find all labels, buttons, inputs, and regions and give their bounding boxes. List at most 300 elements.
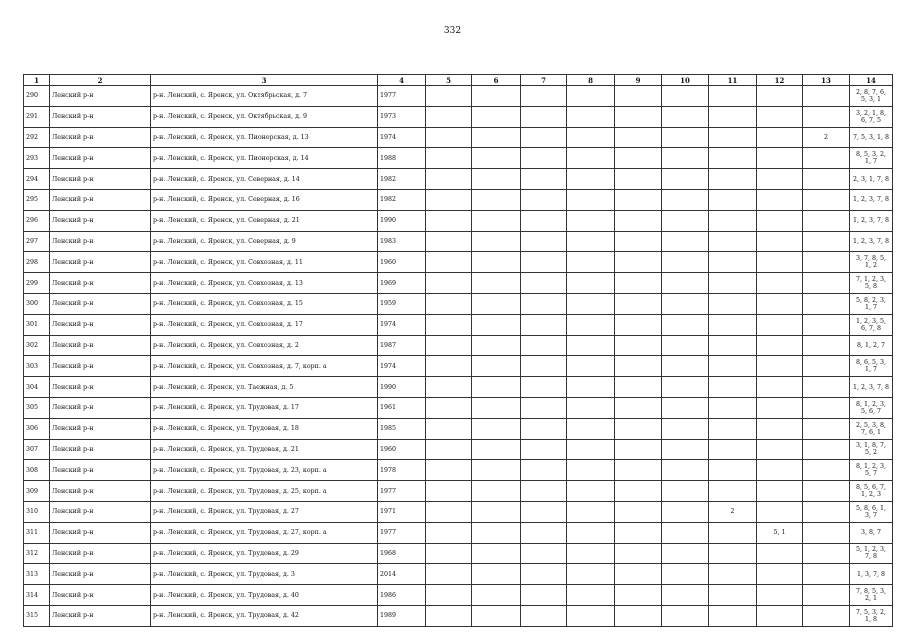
address-cell: р-н. Ленский, с. Яренск, ул. Трудовая, д. 27, корп. а	[151, 522, 378, 543]
row-number: 292	[24, 127, 50, 148]
row-number: 303	[24, 356, 50, 377]
table-row	[24, 127, 893, 148]
col9-cell	[615, 106, 662, 127]
year-cell: 1974	[378, 127, 426, 148]
col8-cell	[567, 585, 615, 606]
district-cell: Ленский р-н	[50, 210, 151, 231]
col12-cell	[757, 439, 803, 460]
address-cell: р-н. Ленский, с. Яренск, ул. Северная, д. 21	[151, 210, 378, 231]
col14-cell: 1, 2, 3, 5, 6, 7, 8	[850, 314, 893, 335]
col9-cell	[615, 335, 662, 356]
col9-cell	[615, 481, 662, 502]
col6-cell	[472, 377, 521, 398]
col8-cell	[567, 293, 615, 314]
col14-cell: 1, 2, 3, 7, 8	[850, 231, 893, 252]
col6-cell	[472, 273, 521, 294]
col7-cell	[521, 377, 567, 398]
col10-cell	[662, 439, 709, 460]
col8-cell	[567, 439, 615, 460]
col10-cell	[662, 252, 709, 273]
col13-cell	[803, 564, 850, 585]
col6-cell	[472, 481, 521, 502]
col9-cell	[615, 356, 662, 377]
district-cell: Ленский р-н	[50, 127, 151, 148]
year-cell: 1974	[378, 356, 426, 377]
district-cell: Ленский р-н	[50, 564, 151, 585]
district-cell: Ленский р-н	[50, 356, 151, 377]
col8-cell	[567, 501, 615, 522]
col13-cell	[803, 356, 850, 377]
col10-cell	[662, 314, 709, 335]
column-header-11: 11	[709, 75, 757, 86]
col6-cell	[472, 293, 521, 314]
col13-cell	[803, 377, 850, 398]
col9-cell	[615, 231, 662, 252]
year-cell: 1959	[378, 293, 426, 314]
year-cell: 1960	[378, 252, 426, 273]
col12-cell	[757, 314, 803, 335]
col10-cell	[662, 377, 709, 398]
col8-cell	[567, 273, 615, 294]
district-cell: Ленский р-н	[50, 314, 151, 335]
col5-cell	[426, 585, 472, 606]
col13-cell	[803, 335, 850, 356]
col7-cell	[521, 252, 567, 273]
col11-cell: 2	[709, 501, 757, 522]
col5-cell	[426, 86, 472, 107]
col6-cell	[472, 127, 521, 148]
col5-cell	[426, 501, 472, 522]
district-cell: Ленский р-н	[50, 231, 151, 252]
district-cell: Ленский р-н	[50, 418, 151, 439]
column-header-5: 5	[426, 75, 472, 86]
col14-cell: 2, 8, 7, 6, 5, 3, 1	[850, 86, 893, 107]
col11-cell	[709, 356, 757, 377]
col6-cell	[472, 585, 521, 606]
table-row	[24, 356, 893, 377]
col8-cell	[567, 127, 615, 148]
col13-cell	[803, 231, 850, 252]
col9-cell	[615, 418, 662, 439]
table-row	[24, 439, 893, 460]
col14-cell: 1, 2, 3, 7, 8	[850, 210, 893, 231]
col9-cell	[615, 148, 662, 169]
col13-cell	[803, 148, 850, 169]
col13-cell	[803, 86, 850, 107]
address-cell: р-н. Ленский, с. Яренск, ул. Совхозная, д. 11	[151, 252, 378, 273]
col5-cell	[426, 564, 472, 585]
year-cell: 1983	[378, 231, 426, 252]
address-cell: р-н. Ленский, с. Яренск, ул. Трудовая, д. 29	[151, 543, 378, 564]
table-row	[24, 585, 893, 606]
col9-cell	[615, 189, 662, 210]
col9-cell	[615, 273, 662, 294]
year-cell: 1982	[378, 169, 426, 190]
row-number: 296	[24, 210, 50, 231]
col10-cell	[662, 231, 709, 252]
col12-cell	[757, 148, 803, 169]
year-cell: 1960	[378, 439, 426, 460]
col12-cell: 5, 1	[757, 522, 803, 543]
col9-cell	[615, 564, 662, 585]
row-number: 307	[24, 439, 50, 460]
col11-cell	[709, 564, 757, 585]
column-header-10: 10	[662, 75, 709, 86]
col14-cell: 3, 7, 8, 5, 1, 2	[850, 252, 893, 273]
col8-cell	[567, 252, 615, 273]
district-cell: Ленский р-н	[50, 460, 151, 481]
district-cell: Ленский р-н	[50, 377, 151, 398]
col12-cell	[757, 106, 803, 127]
table-row	[24, 86, 893, 107]
row-number: 308	[24, 460, 50, 481]
col10-cell	[662, 418, 709, 439]
col6-cell	[472, 439, 521, 460]
column-header-13: 13	[803, 75, 850, 86]
row-number: 309	[24, 481, 50, 502]
col7-cell	[521, 231, 567, 252]
col11-cell	[709, 377, 757, 398]
year-cell: 1977	[378, 522, 426, 543]
housing-table	[23, 74, 893, 627]
year-cell: 1969	[378, 273, 426, 294]
col10-cell	[662, 169, 709, 190]
col8-cell	[567, 418, 615, 439]
col6-cell	[472, 543, 521, 564]
table-body	[24, 86, 893, 627]
col5-cell	[426, 273, 472, 294]
col8-cell	[567, 335, 615, 356]
col6-cell	[472, 106, 521, 127]
col12-cell	[757, 605, 803, 626]
col11-cell	[709, 86, 757, 107]
col7-cell	[521, 86, 567, 107]
district-cell: Ленский р-н	[50, 585, 151, 606]
col7-cell	[521, 543, 567, 564]
year-cell: 1988	[378, 148, 426, 169]
col9-cell	[615, 605, 662, 626]
address-cell: р-н. Ленский, с. Яренск, ул. Трудовая, д. 21	[151, 439, 378, 460]
col7-cell	[521, 418, 567, 439]
district-cell: Ленский р-н	[50, 397, 151, 418]
col14-cell: 5, 8, 2, 3, 1, 7	[850, 293, 893, 314]
address-cell: р-н. Ленский, с. Яренск, ул. Трудовая, д. 40	[151, 585, 378, 606]
col14-cell: 3, 2, 1, 8, 6, 7, 5	[850, 106, 893, 127]
col14-cell: 2, 5, 3, 8, 7, 6, 1	[850, 418, 893, 439]
col13-cell	[803, 439, 850, 460]
col8-cell	[567, 543, 615, 564]
row-number: 293	[24, 148, 50, 169]
col5-cell	[426, 460, 472, 481]
col10-cell	[662, 335, 709, 356]
column-header-7: 7	[521, 75, 567, 86]
col14-cell: 8, 1, 2, 3, 5, 7	[850, 460, 893, 481]
address-cell: р-н. Ленский, с. Яренск, ул. Северная, д. 16	[151, 189, 378, 210]
col8-cell	[567, 231, 615, 252]
col13-cell	[803, 481, 850, 502]
col13-cell	[803, 585, 850, 606]
address-cell: р-н. Ленский, с. Яренск, ул. Северная, д. 14	[151, 169, 378, 190]
row-number: 306	[24, 418, 50, 439]
col8-cell	[567, 564, 615, 585]
col7-cell	[521, 501, 567, 522]
col7-cell	[521, 585, 567, 606]
col10-cell	[662, 189, 709, 210]
col13-cell	[803, 397, 850, 418]
col5-cell	[426, 377, 472, 398]
col9-cell	[615, 293, 662, 314]
col11-cell	[709, 481, 757, 502]
col11-cell	[709, 148, 757, 169]
address-cell: р-н. Ленский, с. Яренск, ул. Пионерская, д. 13	[151, 127, 378, 148]
col12-cell	[757, 210, 803, 231]
col11-cell	[709, 127, 757, 148]
district-cell: Ленский р-н	[50, 439, 151, 460]
col6-cell	[472, 86, 521, 107]
col8-cell	[567, 522, 615, 543]
col12-cell	[757, 356, 803, 377]
col8-cell	[567, 189, 615, 210]
col7-cell	[521, 439, 567, 460]
col7-cell	[521, 564, 567, 585]
col13-cell	[803, 522, 850, 543]
col12-cell	[757, 252, 803, 273]
col14-cell: 7, 5, 3, 1, 8	[850, 127, 893, 148]
col11-cell	[709, 439, 757, 460]
col14-cell: 1, 2, 3, 7, 8	[850, 189, 893, 210]
table-row	[24, 293, 893, 314]
col7-cell	[521, 314, 567, 335]
col8-cell	[567, 605, 615, 626]
year-cell: 2014	[378, 564, 426, 585]
col9-cell	[615, 210, 662, 231]
col7-cell	[521, 605, 567, 626]
table-row	[24, 460, 893, 481]
address-cell: р-н. Ленский, с. Яренск, ул. Совхозная, д. 17	[151, 314, 378, 335]
col9-cell	[615, 252, 662, 273]
table-row	[24, 252, 893, 273]
table-row	[24, 543, 893, 564]
col7-cell	[521, 210, 567, 231]
year-cell: 1982	[378, 189, 426, 210]
col10-cell	[662, 148, 709, 169]
col10-cell	[662, 356, 709, 377]
col6-cell	[472, 522, 521, 543]
col7-cell	[521, 335, 567, 356]
col5-cell	[426, 127, 472, 148]
col10-cell	[662, 273, 709, 294]
col14-cell: 1, 2, 3, 7, 8	[850, 377, 893, 398]
address-cell: р-н. Ленский, с. Яренск, ул. Совхозная, д. 2	[151, 335, 378, 356]
address-cell: р-н. Ленский, с. Яренск, ул. Трудовая, д. 23, корп. а	[151, 460, 378, 481]
row-number: 314	[24, 585, 50, 606]
col13-cell	[803, 273, 850, 294]
col9-cell	[615, 543, 662, 564]
col10-cell	[662, 585, 709, 606]
col8-cell	[567, 314, 615, 335]
col12-cell	[757, 543, 803, 564]
table-row	[24, 314, 893, 335]
col8-cell	[567, 397, 615, 418]
column-header-9: 9	[615, 75, 662, 86]
col5-cell	[426, 335, 472, 356]
column-header-2: 2	[50, 75, 151, 86]
col9-cell	[615, 439, 662, 460]
address-cell: р-н. Ленский, с. Яренск, ул. Совхозная, д. 13	[151, 273, 378, 294]
col14-cell: 8, 6, 5, 3, 1, 7	[850, 356, 893, 377]
column-header-3: 3	[151, 75, 378, 86]
table-row	[24, 397, 893, 418]
table-row	[24, 169, 893, 190]
col10-cell	[662, 293, 709, 314]
row-number: 294	[24, 169, 50, 190]
district-cell: Ленский р-н	[50, 86, 151, 107]
col14-cell: 8, 1, 2, 3, 5, 6, 7	[850, 397, 893, 418]
year-cell: 1961	[378, 397, 426, 418]
col10-cell	[662, 397, 709, 418]
table-row	[24, 273, 893, 294]
col14-cell: 8, 5, 6, 7, 1, 2, 3	[850, 481, 893, 502]
address-cell: р-н. Ленский, с. Яренск, ул. Таежная, д. 5	[151, 377, 378, 398]
col8-cell	[567, 148, 615, 169]
col12-cell	[757, 293, 803, 314]
district-cell: Ленский р-н	[50, 501, 151, 522]
year-cell: 1989	[378, 605, 426, 626]
column-header-14: 14	[850, 75, 893, 86]
table-row	[24, 564, 893, 585]
address-cell: р-н. Ленский, с. Яренск, ул. Трудовая, д. 27	[151, 501, 378, 522]
col14-cell: 5, 1, 2, 3, 7, 8	[850, 543, 893, 564]
col9-cell	[615, 460, 662, 481]
col11-cell	[709, 231, 757, 252]
table-row	[24, 106, 893, 127]
col14-cell: 8, 5, 3, 2, 1, 7	[850, 148, 893, 169]
col11-cell	[709, 460, 757, 481]
col10-cell	[662, 605, 709, 626]
col5-cell	[426, 210, 472, 231]
col6-cell	[472, 460, 521, 481]
address-cell: р-н. Ленский, с. Яренск, ул. Трудовая, д. 18	[151, 418, 378, 439]
district-cell: Ленский р-н	[50, 106, 151, 127]
col12-cell	[757, 86, 803, 107]
row-number: 302	[24, 335, 50, 356]
col5-cell	[426, 397, 472, 418]
year-cell: 1990	[378, 210, 426, 231]
col9-cell	[615, 86, 662, 107]
district-cell: Ленский р-н	[50, 169, 151, 190]
table-row	[24, 148, 893, 169]
col5-cell	[426, 293, 472, 314]
col13-cell: 2	[803, 127, 850, 148]
row-number: 290	[24, 86, 50, 107]
col6-cell	[472, 189, 521, 210]
col7-cell	[521, 460, 567, 481]
col14-cell: 3, 8, 7	[850, 522, 893, 543]
col5-cell	[426, 356, 472, 377]
col13-cell	[803, 605, 850, 626]
row-number: 315	[24, 605, 50, 626]
address-cell: р-н. Ленский, с. Яренск, ул. Трудовая, д. 17	[151, 397, 378, 418]
address-cell: р-н. Ленский, с. Яренск, ул. Северная, д. 9	[151, 231, 378, 252]
address-cell: р-н. Ленский, с. Яренск, ул. Совхозная, д. 15	[151, 293, 378, 314]
col13-cell	[803, 501, 850, 522]
col10-cell	[662, 481, 709, 502]
col5-cell	[426, 605, 472, 626]
col11-cell	[709, 585, 757, 606]
col8-cell	[567, 210, 615, 231]
col7-cell	[521, 522, 567, 543]
district-cell: Ленский р-н	[50, 252, 151, 273]
col8-cell	[567, 377, 615, 398]
col7-cell	[521, 273, 567, 294]
col14-cell: 2, 3, 1, 7, 8	[850, 169, 893, 190]
col10-cell	[662, 86, 709, 107]
col13-cell	[803, 418, 850, 439]
col13-cell	[803, 210, 850, 231]
address-cell: р-н. Ленский, с. Яренск, ул. Октябрьская, д. 7	[151, 86, 378, 107]
col12-cell	[757, 501, 803, 522]
col8-cell	[567, 460, 615, 481]
col12-cell	[757, 127, 803, 148]
table-row	[24, 605, 893, 626]
year-cell: 1974	[378, 314, 426, 335]
col11-cell	[709, 210, 757, 231]
column-header-1: 1	[24, 75, 50, 86]
col8-cell	[567, 86, 615, 107]
col7-cell	[521, 189, 567, 210]
district-cell: Ленский р-н	[50, 189, 151, 210]
col6-cell	[472, 501, 521, 522]
col5-cell	[426, 543, 472, 564]
table-row	[24, 481, 893, 502]
table-row	[24, 189, 893, 210]
col11-cell	[709, 605, 757, 626]
table-row	[24, 418, 893, 439]
col9-cell	[615, 501, 662, 522]
district-cell: Ленский р-н	[50, 293, 151, 314]
col6-cell	[472, 335, 521, 356]
table-row	[24, 231, 893, 252]
district-cell: Ленский р-н	[50, 148, 151, 169]
year-cell: 1978	[378, 460, 426, 481]
col9-cell	[615, 522, 662, 543]
page-number: 332	[443, 26, 462, 36]
col7-cell	[521, 356, 567, 377]
col8-cell	[567, 356, 615, 377]
row-number: 311	[24, 522, 50, 543]
col12-cell	[757, 335, 803, 356]
col13-cell	[803, 169, 850, 190]
year-cell: 1985	[378, 418, 426, 439]
col14-cell: 7, 8, 5, 3, 2, 1	[850, 585, 893, 606]
col11-cell	[709, 293, 757, 314]
column-header-6: 6	[472, 75, 521, 86]
district-cell: Ленский р-н	[50, 543, 151, 564]
col9-cell	[615, 127, 662, 148]
col6-cell	[472, 605, 521, 626]
row-number: 295	[24, 189, 50, 210]
district-cell: Ленский р-н	[50, 605, 151, 626]
col9-cell	[615, 377, 662, 398]
col11-cell	[709, 189, 757, 210]
year-cell: 1968	[378, 543, 426, 564]
row-number: 313	[24, 564, 50, 585]
col7-cell	[521, 148, 567, 169]
col11-cell	[709, 314, 757, 335]
column-header-12: 12	[757, 75, 803, 86]
table-header	[24, 75, 893, 86]
row-number: 297	[24, 231, 50, 252]
